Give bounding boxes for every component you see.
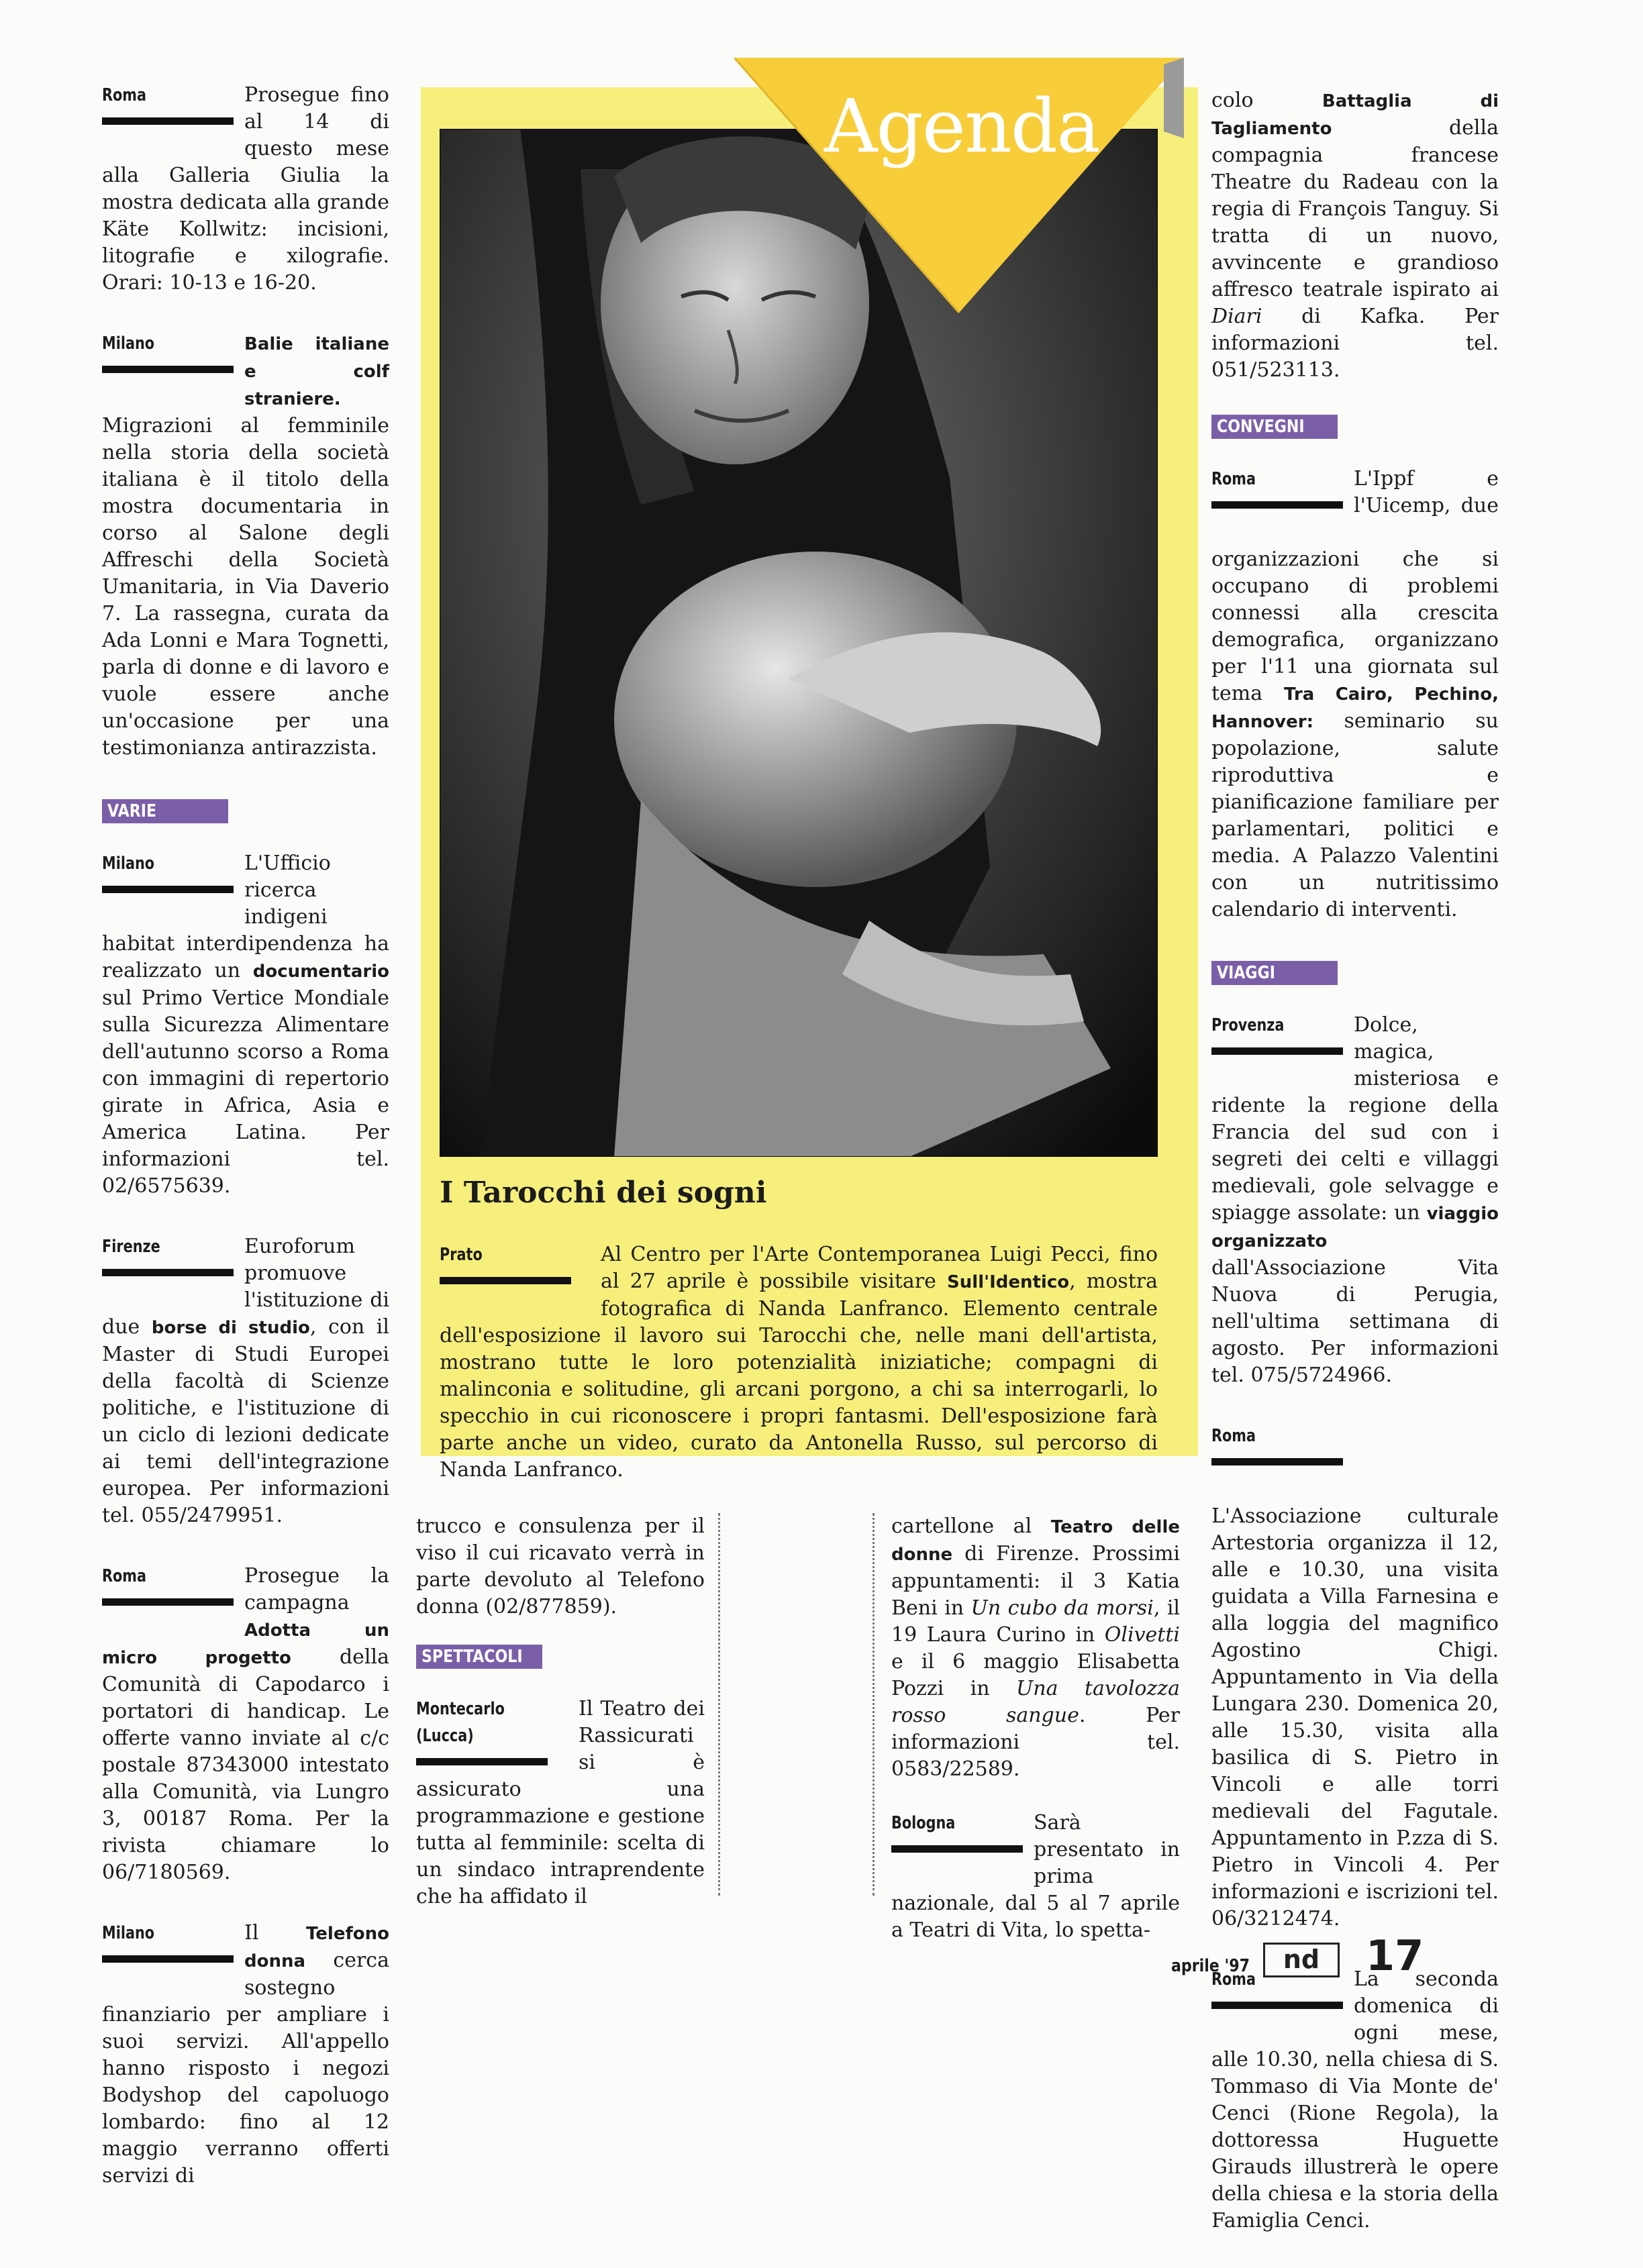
- city-label: Bologna: [891, 1813, 956, 1833]
- entry-milano-balie: [102, 330, 389, 762]
- city-label: Montecarlo: [416, 1699, 505, 1719]
- section-label-spettacoli: SPETTACOLI: [416, 1645, 542, 1669]
- entry-milano-documentario: [102, 850, 389, 1200]
- column-4: [1211, 87, 1499, 2268]
- page-number: 17: [1366, 1931, 1424, 1980]
- entry-text: Migrazioni al femminile nella storia della società italiana è il titolo della mostra documentaria in corso al Salone degli Affreschi della Società Umanitaria, in Via Daverio 7. La rassegna, curata da Ada Lonni e Mara Tognetti, parla di donne e di lavoro e vuole essere anche un'occasione per una testimonianza antirazzista.: [102, 414, 389, 760]
- entry-roma-cenci: [1211, 1966, 1499, 2234]
- rule-bar: [102, 886, 234, 893]
- entry-text-cont: , con il Master di Studi Europei della facoltà di Scienze politiche, e l'istituzione di un ciclo di lezioni dedicate ai temi dell'integrazione europea. Per informazioni tel. 055/2479951.: [102, 1315, 389, 1527]
- rule-bar: [416, 1758, 548, 1765]
- highlight-text: Sull'Identico: [947, 1272, 1070, 1292]
- entry-text: Il Teatro dei Rassicurati si è assicurato una programmazione e gestione tutta al femminile: scelta di un sindaco intraprendente che ha affidato il: [416, 1697, 705, 1908]
- section-label-viaggi: VIAGGI: [1211, 961, 1338, 985]
- rule-bar: [1211, 1458, 1343, 1465]
- entry-provenza: [1211, 1012, 1499, 1389]
- city-label: Roma: [1211, 1969, 1256, 1990]
- highlight-text: Telefono donna: [244, 1924, 389, 1971]
- entry-text: Dolce, magica, misteriosa e ridente la regione della Francia del sud con i segreti dei celti e villaggi medievali, gole selvagge e spiagge assolate: un: [1211, 1013, 1499, 1225]
- entry-text: Il: [244, 1921, 306, 1945]
- rule-bar: [1211, 501, 1343, 509]
- entry-roma-artestoria: [1211, 1423, 1499, 1932]
- highlight-text: Adotta un micro progetto: [102, 1620, 389, 1668]
- highlight-text: Battaglia di Tagliamento: [1211, 91, 1499, 139]
- entry-text: Prosegue fino al 14 di questo mese alla Galleria Giulia la mostra dedicata alla grande Käte Kollwitz: incisioni, litografie e xilografie. Orari: 10-13 e 16-20.: [102, 83, 389, 295]
- section-label-varie: VARIE: [102, 799, 228, 823]
- issue-date: aprile '97: [1171, 1956, 1250, 1976]
- city-label: Roma: [102, 1566, 147, 1586]
- entry-firenze-borse: [102, 1233, 389, 1529]
- city-label-sub: (Lucca): [416, 1726, 474, 1746]
- entry-roma-capodarco: [102, 1563, 389, 1886]
- entry-text: La seconda domenica di ogni mese, alle 10.30, nella chiesa di S. Tommaso di Via Monte de' Cenci (Rione Regola), la dottoressa Huguette Girauds illustrerà le opere della chiesa e la storia della Famiglia Cenci.: [1211, 1967, 1499, 2232]
- entry-text: L'Ippf e l'Uicemp, due organizzazioni che si occupano di problemi connessi alla crescita demografica, organizzano per l'11 una giornata sul tema: [1211, 467, 1499, 705]
- feature-text: Al Centro per l'Arte Contemporanea Luigi Pecci, fino al 27 aprile è possibile visitare: [601, 1243, 1158, 1293]
- rule-bar: [1211, 2002, 1343, 2009]
- feature-body: [440, 1241, 1158, 1484]
- highlight-text: documentario: [252, 962, 389, 982]
- entry-bologna: [891, 1810, 1180, 1944]
- continued-text: trucco e consulenza per il viso il cui ricavato verrà in parte devoluto al Telefono donna (02/877859).: [416, 1514, 705, 1618]
- rule-bar: [102, 366, 234, 373]
- highlight-text: Tra Cairo, Pechino, Hannover:: [1211, 684, 1499, 732]
- rule-bar: [891, 1845, 1023, 1853]
- entry-roma-ippf: [1211, 466, 1499, 923]
- entry-text: Euroforum promuove l'istituzione di due: [102, 1235, 389, 1339]
- entry-text-cont: della Comunità di Capodarco i portatori di handicap. Le offerte vanno inviate al c/c postale 87343000 intestato alla Comunità, via Lungro 3, 00187 Roma. Per la rivista chiamare lo 06/7180569.: [102, 1645, 389, 1884]
- column-3: [891, 1513, 1180, 1977]
- entry-text: L'Associazione culturale Artestoria organizza il 12, alle e 10.30, una visita guidata a Villa Farnesina e alla loggia del magnifico Agostino Chigi. Appuntamento in Via della Lungara 230. Domenica 20, alle 15.30, visita alla basilica di S. Pietro in Vincoli e alle torri medievali del Fagutale. Appuntamento in P.zza di S. Pietro in Vincoli 4. Per informazioni e iscrizioni tel. 06/3212474.: [1211, 1504, 1499, 1930]
- entry-text-cont: seminario su popolazione, salute riproduttiva e pianificazione familiare per parlamentari, politici e media. A Palazzo Valentini con un nutritissimo calendario di interventi.: [1211, 709, 1499, 921]
- highlight-text: Balie italiane e colf straniere.: [244, 334, 389, 409]
- rule-bar: [102, 1955, 234, 1963]
- entry-text-cont: dall'Associazione Vita Nuova di Perugia, nell'ultima settimana di agosto. Per informazioni tel. 075/5724966.: [1211, 1256, 1499, 1387]
- rule-bar: [102, 1598, 234, 1606]
- magazine-logo: nd: [1263, 1943, 1340, 1977]
- city-label: Milano: [102, 333, 155, 354]
- continued-text: cartellone al Teatro delle donne di Firenze. Prossimi appuntamenti: il 3 Katia Beni in Un cubo da morsi, il 19 Laura Curino in Olivetti e il 6 maggio Elisabetta Pozzi in Una tavolozza rosso sangue. Per informazioni tel. 0583/22589.: [891, 1514, 1181, 1781]
- column-1: [102, 82, 389, 2223]
- entry-text-cont: sul Primo Vertice Mondiale sulla Sicurezza Alimentare dell'autunno scorso a Roma con immagini di repertorio girate in Africa, Asia e America Latina. Per informazioni tel. 02/6575639.: [102, 986, 389, 1198]
- column-divider: [873, 1513, 875, 1896]
- highlight-text: Teatro delle donne: [891, 1517, 1180, 1565]
- column-2: [416, 1513, 705, 1944]
- city-label: Prato: [440, 1245, 483, 1265]
- rule-bar: [440, 1277, 571, 1284]
- city-label: Milano: [102, 1923, 155, 1943]
- entry-text: L'Ufficio ricerca indigeni habitat interdipendenza ha realizzato un: [102, 852, 389, 982]
- entry-text: Prosegue la campagna: [244, 1564, 389, 1614]
- entry-milano-telefono: [102, 1920, 389, 2189]
- highlight-text: viaggio organizzato: [1211, 1204, 1499, 1251]
- rule-bar: [102, 117, 234, 125]
- city-label: Provenza: [1211, 1015, 1285, 1035]
- entry-montecarlo: [416, 1696, 705, 1910]
- city-label: Milano: [102, 854, 155, 874]
- city-label: Roma: [1211, 1426, 1256, 1446]
- feature-text-cont: , mostra fotografica di Nanda Lanfranco. Elemento centrale dell'esposizione il lavoro sui Tarocchi che, nelle mani dell'artista, mostrano tutte le loro potenzialità iniziatiche; compagni di malinconia e solitudine, gli arcani porgono, a chi sa interrogarli, lo specchio in cui riconoscere i propri fantasmi. Dell'esposizione farà parte anche un video, curato da Antonella Russo, sul percorso di Nanda Lanfranco.: [440, 1270, 1158, 1482]
- feature-title: I Tarocchi dei sogni: [440, 1176, 767, 1210]
- agenda-title: Agenda: [824, 83, 1099, 169]
- city-label: Roma: [1211, 469, 1256, 489]
- entry-text: Sarà presentato in prima nazionale, dal 5 al 7 aprile a Teatri di Vita, lo spetta-: [891, 1811, 1180, 1942]
- entry-roma-kollwitz: [102, 82, 389, 297]
- rule-bar: [102, 1269, 234, 1276]
- section-label-convegni: CONVEGNI: [1211, 415, 1338, 439]
- column-divider: [718, 1513, 720, 1896]
- city-label: Roma: [102, 85, 147, 105]
- city-label: Firenze: [102, 1237, 160, 1257]
- continued-text: colo Battaglia di Tagliamento della compagnia francese Theatre du Radeau con la regia di François Tanguy. Si tratta di un nuovo, avvincente e grandioso affresco teatrale ispirato ai Diari di Kafka. Per informazioni tel. 051/523113.: [1211, 89, 1499, 382]
- rule-bar: [1211, 1047, 1343, 1055]
- highlight-text: borse di studio: [151, 1318, 310, 1338]
- entry-text-cont: cerca sostegno finanziario per ampliare i suoi servizi. All'appello hanno risposto i negozi Bodyshop del capoluogo lombardo: fino al 12 maggio verranno offerti servizi di: [102, 1949, 389, 2187]
